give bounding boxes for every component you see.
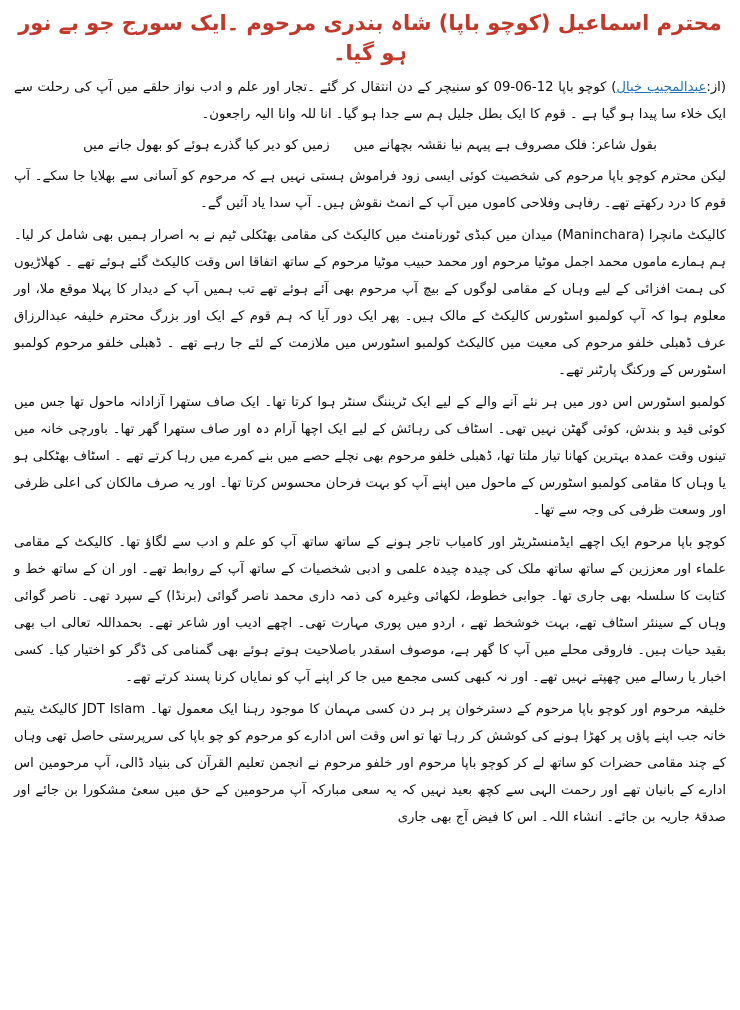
article-title: محترم اسماعیل (کوچو باپا) شاہ بندری مرحوم ۔ایک سورج جو بے نور ہو گیا۔ xyxy=(18,11,722,65)
paragraph-2: کالیکٹ مانچرا (Maninchara) میدان میں کبڈی ٹورنامنٹ میں کالیکٹ کی مقامی بھٹکلی ٹیم نے بہ اصرار ہمیں بھی شامل کر لیا۔ ہم ہمارے ماموں محمد اجمل موٹیا مرحوم اور محمد حبیب موٹیا مرحوم کے ساتھ اتفاقا اس وقت کالیکٹ گئے ہوئے تھے ۔ کھلاڑیوں کی ہمت افزائی کے لیے وہاں کے مقامی لوگوں کے بیچ آپ مرحوم بھی آئے ہوئے تھے تب ہمیں آپ کے دیدار کا پہلا موقع ملا، اور معلوم ہوا کہ آپ کولمبو اسٹورس کالیکٹ کے مالک ہیں۔ پھر ایک دور آیا کہ ہم قوم کے ایک اور بزرگ محترم خلیفہ عبدالرزاق عرف ڈھبلی خلفو مرحوم کی معیت میں کالیکٹ کولمبو اسٹورس میں ملازمت کے لئے جا رہے تھے ۔ ڈھبلی خلفو مرحوم کولمبو اسٹورس کے ورکنگ پارٹنر تھے۔ xyxy=(14,228,726,378)
author-close: ) xyxy=(611,80,617,95)
verse-line-1: بقول شاعر: فلک مصروف ہے پیہم نیا نقشہ بچھانے میں xyxy=(353,138,657,153)
verse-line-2: زمیں کو دیر کیا گذرے ہوئے کو بھول جانے میں xyxy=(83,138,330,153)
paragraph-4: کوچو باپا مرحوم ایک اچھے ایڈمنسٹریٹر اور کامیاب تاجر ہونے کے ساتھ ساتھ آپ کو علم و ادب سے لگاؤ تھا۔ کالیکٹ کے مقامی علماء اور معززین کے ساتھ ساتھ ملک کی چیدہ چیدہ علمی و ادبی شخصیات کے ساتھ آپ کے روابط تھے۔ اور ان کے ساتھ خط و کتابت کا سلسلہ بھی جاری تھا۔ جوابی خطوط، لکھائی وغیرہ کی ذمہ داری محمد ناصر گوائی (برنڈا) کے سپرد تھی۔ ناصر گوائی وہاں کے سینئر اسٹاف تھے، بہت خوشخط تھے ، اردو میں پوری مہارت تھی۔ اچھے ادیب اور شاعر تھے۔ بحمداللہ تعالی اب بھی بقید حیات ہیں۔ فاروقی محلے میں آپ کا گھر ہے، موصوف اسقدر باصلاحیت ہوتے ہوئے بھی گمنامی کی ڈگر کو اختیار کیا۔ کسی اخبار یا رسالے میں چھپتے نہیں تھے۔ اور نہ کبھی کسی مجمع میں جا کر اپنے آپ کو نمایاں کرنا پسند کرتے تھے۔ xyxy=(14,535,726,685)
author-link[interactable]: عبدالمجیب خیال xyxy=(616,80,707,95)
verse-couplet xyxy=(14,133,726,159)
paragraph-1: لیکن محترم کوچو باپا مرحوم کی شخصیت کوئی ایسی زود فراموش ہستی نہیں ہے کہ مرحوم کو آسانی سے بھلایا جا سکے۔ آپ قوم کا درد رکھتے تھے۔ رفاہی وفلاحی کاموں میں آپ کے انمٹ نقوش ہیں۔ آپ سدا یاد آئیں گے۔ xyxy=(14,169,726,211)
author-open: (از: xyxy=(706,80,726,95)
paragraph-5: خلیفہ مرحوم اور کوچو باپا مرحوم کے دسترخوان پر ہر دن کسی مہمان کا موجود رہنا ایک معمول تھا۔ JDT Islam کالیکٹ یتیم خانہ جب اپنے پاؤں پر کھڑا ہونے کی کوشش کر رہا تھا تو اس وقت اس ادارے کو مرحوم کو چو باپا کی سرپرستی حاصل تھی وہاں کے چند مقامی حضرات کو ساتھ لے کر کوچو باپا مرحوم اور خلفو مرحوم نے انجمن تعلیم القرآن کی بنیاد ڈالی، آپ مرحومین اس ادارے کے بانیان تھے اور رحمت الہی سے کچھ بعید نہیں کہ یہ سعی مبارکہ آپ مرحومین کے حق میں سعیٔ مشکورا بن جائے اور صدقۂ جاریہ بن جائے۔ انشاء اللہ۔ اس کا فیض آج بھی جاری xyxy=(14,702,726,825)
intro-paragraph xyxy=(14,74,726,128)
paragraph-3: کولمبو اسٹورس اس دور میں ہر نئے آنے والے کے لیے ایک ٹریننگ سنٹر ہوا کرتا تھا۔ ایک صاف ستھرا آزادانہ ماحول تھا جس میں کوئی قید و بندش، کوئی گھٹن نہیں تھی۔ اسٹاف کی رہائش کے لیے ایک اچھا آرام دہ اور صاف ستھرا گھر تھا۔ باورچی خانہ میں تینوں وقت عمدہ بہترین کھانا تیار ملتا تھا، ڈھبلی خلفو مرحوم بھی نچلے حصے میں بنے کمرے میں رہا کرتے تھے ۔ اسٹاف بھٹکلی ہو یا وہاں کا مقامی کولمبو اسٹورس کے ماحول میں اپنے آپ کو بہت فرحان محسوس کرتا تھا۔ اور یہ صرف مالکان کی اعلی ظرفی اور وسعت ظرفی کی وجہ سے تھا۔ xyxy=(14,395,726,518)
intro-text: کوچو باپا 12-06-09 کو سنیچر کے دن انتقال کر گئے ۔تجار اور علم و ادب نواز حلقے میں آپ کی رحلت سے ایک خلاء سا پیدا ہو گیا ہے ۔ قوم کا ایک بطل جلیل ہم سے جدا ہو گیا۔ انا للہ وانا الیہ راجعون۔ xyxy=(14,80,726,122)
